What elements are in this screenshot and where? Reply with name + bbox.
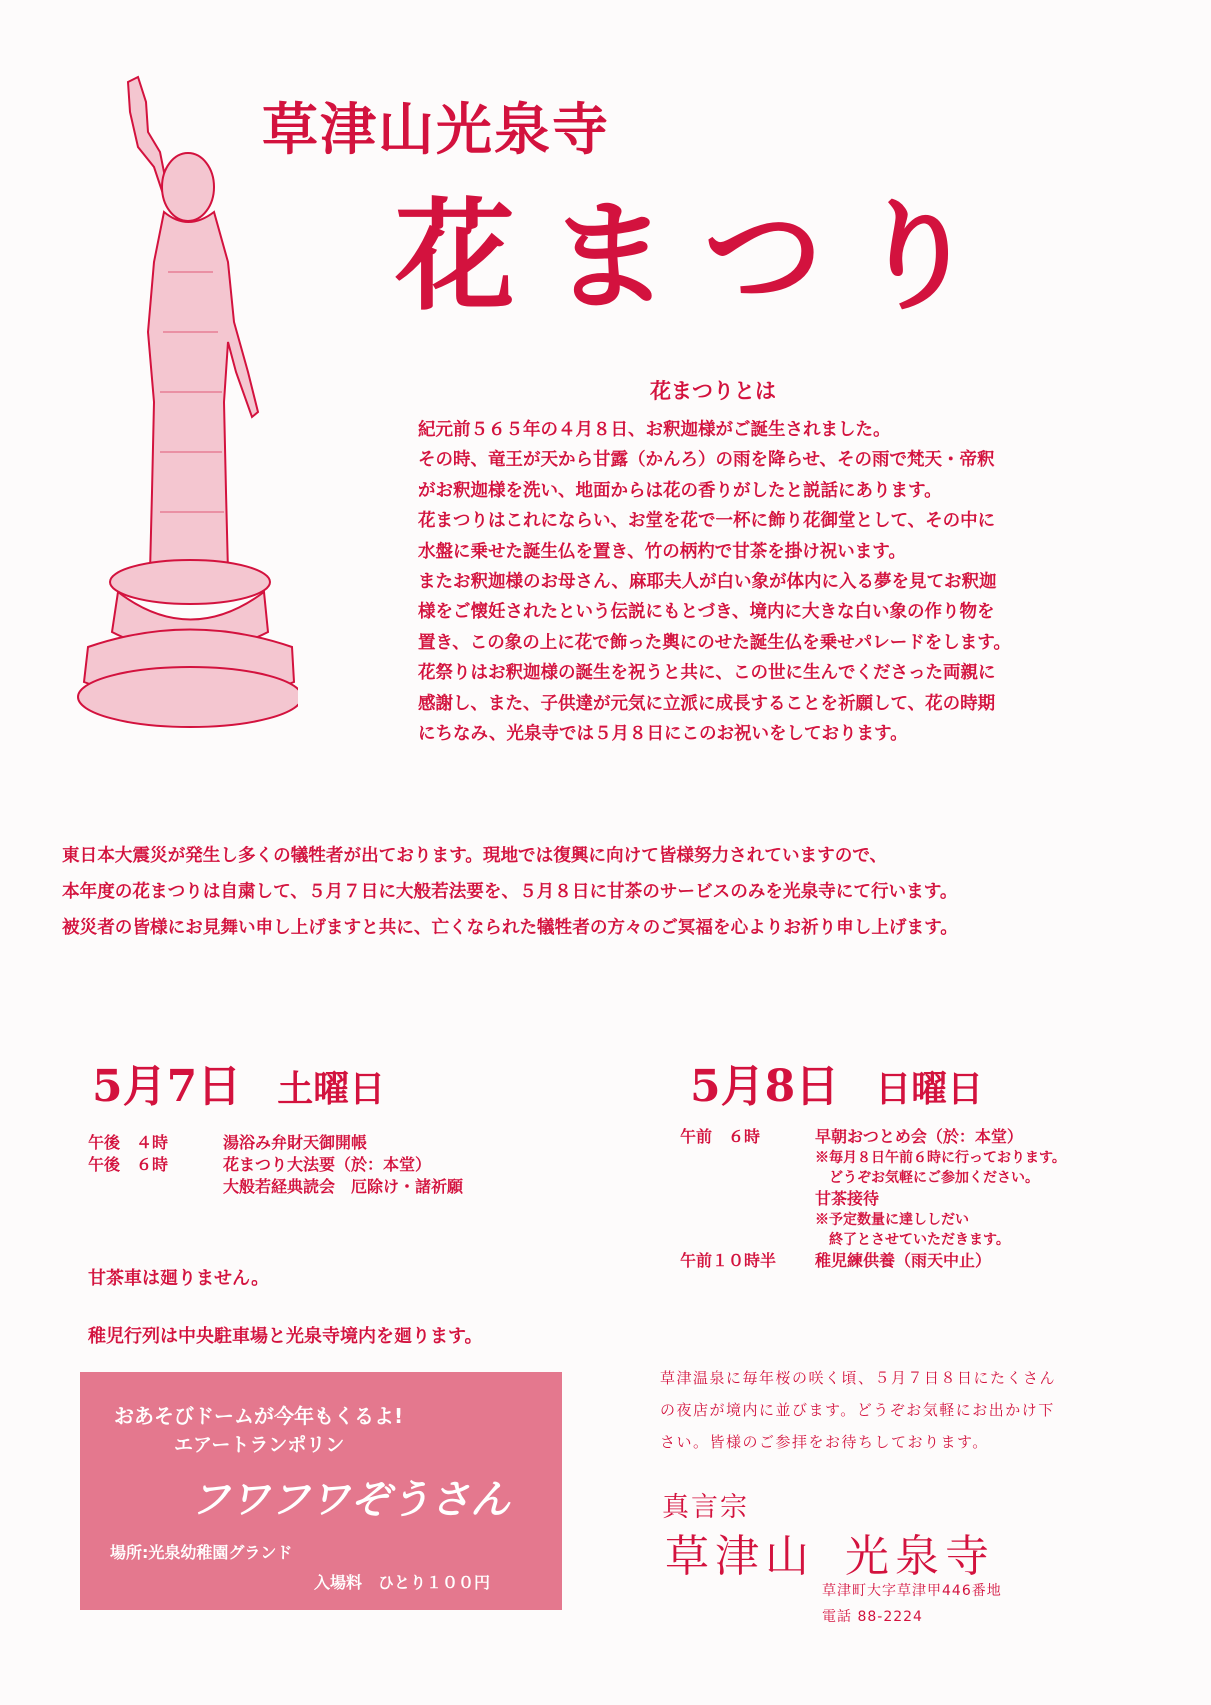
schedule-event: ※毎月８日午前６時に行っております。 [815,1150,1066,1166]
day2-heading [690,1050,983,1114]
about-line: 花祭りはお釈迦様の誕生を祝うと共に、この世に生んでくださった両親に [418,663,996,684]
stalls-line: さい。皆様のご参拝をお待ちしております。 [660,1433,989,1451]
about-line: 置き、この象の上に花で飾った輿にのせた誕生仏を乗せパレードをします。 [418,632,1011,653]
schedule-time [680,1230,815,1250]
schedule-time: 午後 ６時 [88,1155,169,1174]
notice-line: 東日本大震災が発生し多くの犠牲者が出ております。現地では復興に向けて皆様努力されていますので、 [62,845,888,866]
schedule-event: 甘茶接待 [815,1189,880,1208]
buddha-statue-image [68,72,298,752]
schedule-event: どうぞお気軽にご参加ください。 [815,1170,1039,1186]
schedule-note [680,1168,1066,1188]
promo-line1: おあそびドームが今年もくるよ! [114,1404,404,1428]
about-body [418,415,1118,749]
night-stalls-info [660,1362,1150,1458]
day1-heading [92,1050,385,1114]
day2-weekday: 日曜日 [875,1068,984,1110]
schedule-event: ※予定数量に達ししだい [815,1212,969,1228]
schedule-time: 午後 ４時 [88,1133,169,1152]
schedule-time [680,1168,815,1188]
about-line: 水盤に乗せた誕生仏を置き、竹の柄杓で甘茶を掛け祝います。 [418,541,906,562]
promo-place: 場所:光泉幼稚園グランド [110,1543,293,1562]
sect-name: 真言宗 [662,1492,749,1523]
schedule-row [680,1126,1066,1148]
schedule-time: 午前１０時半 [680,1251,777,1270]
day2-schedule [680,1126,1066,1272]
schedule-time [680,1188,815,1210]
day1-date: 5月7日 [92,1061,242,1112]
phone-number: 電話 88-2224 [822,1609,923,1625]
amacha-car-note: 甘茶車は廻りません。 [88,1268,270,1289]
schedule-time [680,1210,815,1230]
about-heading: 花まつりとは [650,379,776,403]
schedule-note [680,1148,1066,1168]
chigo-parade-note: 稚児行列は中央駐車場と光泉寺境内を廻ります。 [88,1326,483,1347]
notice-line: 被災者の皆様にお見舞い申し上げますと共に、亡くなられた犠牲者の方々のご冥福を心よりお祈り申し上げます。 [62,917,958,938]
promo-attraction-name: フワフワぞうさん [190,1477,510,1523]
promo-line2: エアートランポリン [174,1434,345,1456]
address: 草津町大字草津甲446番地 [822,1583,1002,1599]
schedule-event: 早朝おつとめ会（於：本堂） [815,1127,1023,1146]
schedule-event: 終了とさせていただきます。 [815,1232,1010,1248]
schedule-time [680,1148,815,1168]
schedule-row [88,1132,463,1154]
about-line: 様をご懐妊されたという伝説にもとづき、境内に大きな白い象の作り物を [418,602,995,623]
about-line: がお釈迦様を洗い、地面からは花の香りがしたと説話にあります。 [418,480,942,501]
about-line: その時、竜王が天から甘露（かんろ）の雨を降らせ、その雨で梵天・帝釈 [418,450,995,471]
schedule-time [88,1176,223,1198]
about-line: 紀元前５６５年の４月８日、お釈迦様がご誕生されました。 [418,420,891,440]
schedule-row [88,1176,463,1198]
schedule-note [680,1230,1066,1250]
schedule-event: 大般若経典読会 厄除け・諸祈願 [223,1177,464,1196]
mountain-name: 草津山 [665,1531,815,1582]
temple-signature [665,1520,995,1584]
trampoline-promo-box [80,1372,562,1610]
temple-name-signature: 光泉寺 [845,1531,995,1582]
schedule-time: 午前 ６時 [680,1127,761,1146]
festival-title: 花まつり [395,188,1011,327]
day1-weekday: 土曜日 [277,1068,386,1110]
schedule-note [680,1210,1066,1230]
schedule-row [680,1188,1066,1210]
stalls-line: の夜店が境内に並びます。どうぞお気軽にお出かけ下 [660,1401,1055,1419]
stalls-line: 草津温泉に毎年桜の咲く頃、５月７日８日にたくさん [660,1369,1057,1387]
earthquake-notice [62,838,1172,946]
day1-schedule [88,1132,463,1198]
about-line: またお釈迦様のお母さん、麻耶夫人が白い象が体内に入る夢を見てお釈迦 [418,572,997,593]
about-line: 感謝し、また、子供達が元気に立派に成長することを祈願して、花の時期 [418,693,996,714]
about-line: 花まつりはこれにならい、お堂を花で一杯に飾り花御堂として、その中に [418,511,996,532]
temple-name: 草津山光泉寺 [262,98,610,163]
schedule-row [680,1250,1066,1272]
schedule-event: 稚児練供養（雨天中止） [815,1251,992,1270]
notice-line: 本年度の花まつりは自粛して、５月７日に大般若法要を、５月８日に甘茶のサービスのみを光泉寺にて行います。 [62,881,958,902]
schedule-row [88,1154,463,1176]
promo-fee: 入場料 ひとり１００円 [314,1573,491,1592]
day2-date: 5月8日 [690,1061,840,1112]
schedule-event: 湯浴み弁財天御開帳 [223,1133,368,1152]
about-line: にちなみ、光泉寺では５月８日にこのお祝いをしております。 [418,724,908,745]
schedule-event: 花まつり大法要（於：本堂） [223,1155,432,1174]
